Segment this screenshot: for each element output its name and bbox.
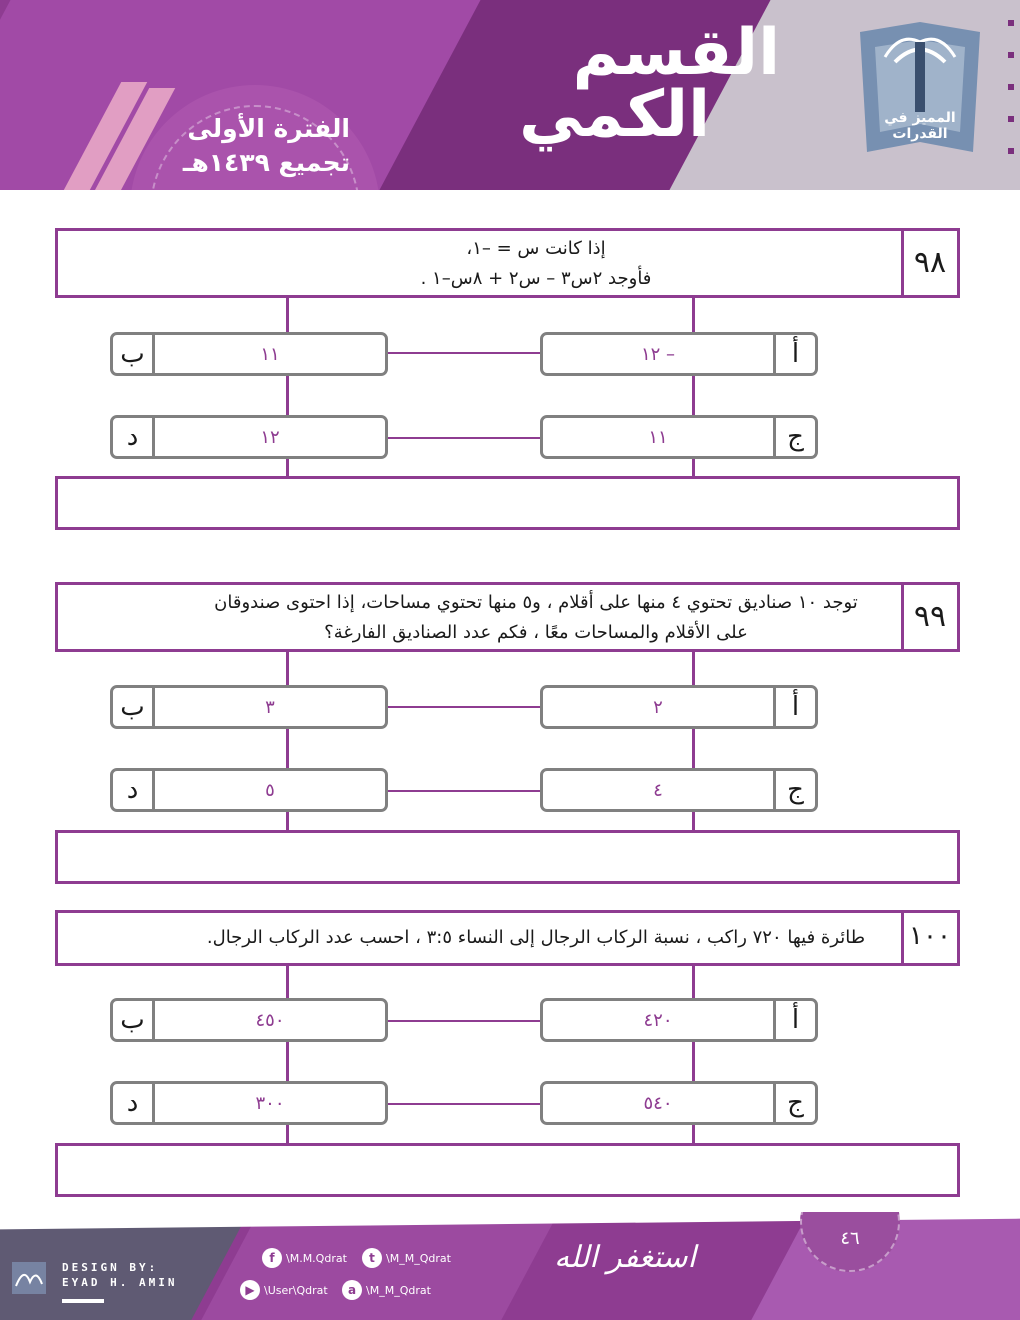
ask-link[interactable]: a \M_M_Qdrat: [342, 1280, 431, 1300]
connector-line: [388, 437, 540, 439]
option-value: ٣٠٠: [255, 1092, 285, 1114]
option-a[interactable]: أ ١٢ –: [540, 332, 818, 376]
option-value: ١١: [260, 343, 280, 365]
option-value: ٢: [653, 696, 663, 718]
option-c[interactable]: ج ٥٤٠: [540, 1081, 818, 1125]
option-b[interactable]: ب ٤٥٠: [110, 998, 388, 1042]
page-title: القسم الكمي: [519, 16, 780, 152]
option-a[interactable]: أ ٤٢٠: [540, 998, 818, 1042]
question-number: ١٠٠: [909, 921, 951, 951]
period-label: الفترة الأولى تجميع ١٤٣٩هـ: [182, 114, 350, 177]
designer-credit: DESIGN BY: EYAD H. AMIN: [62, 1261, 178, 1289]
connector-line: [388, 1103, 540, 1105]
ask-icon: a: [342, 1280, 362, 1300]
question-text: طائرة فيها ٧٢٠ راكب ، نسبة الركاب الرجال إلى النساء ٣:٥ ، احسب عدد الركاب الرجال.: [206, 927, 866, 948]
header-dots: [1008, 20, 1016, 180]
option-value: ٤: [653, 779, 663, 801]
facebook-icon: f: [262, 1248, 282, 1268]
option-value: ١١: [648, 426, 668, 448]
question-number: ٩٨: [913, 245, 947, 280]
question-box: [55, 910, 960, 966]
option-d[interactable]: د ٥: [110, 768, 388, 812]
connector-line: [388, 790, 540, 792]
page-number: ٤٦: [840, 1228, 860, 1249]
option-c[interactable]: ج ٤: [540, 768, 818, 812]
credit-underline: [62, 1299, 104, 1303]
question-text: إذا كانت س = –١، فأوجد ٢س٣ – س٢ + ٨س–١ .: [420, 238, 652, 289]
option-value: ٥٤٠: [643, 1092, 673, 1114]
twitter-icon: t: [362, 1248, 382, 1268]
twitter-link[interactable]: t \M_M_Qdrat: [362, 1248, 451, 1268]
option-d[interactable]: د ١٢: [110, 415, 388, 459]
page-footer: [0, 1212, 1020, 1320]
solution-box: [55, 476, 960, 530]
youtube-link[interactable]: ▶ \User\Qdrat: [240, 1280, 328, 1300]
option-value: ٤٥٠: [255, 1009, 285, 1031]
connector-line: [388, 352, 540, 354]
option-value: ٣: [265, 696, 275, 718]
option-c[interactable]: ج ١١: [540, 415, 818, 459]
option-value: ١٢ –: [640, 343, 676, 365]
solution-box: [55, 1143, 960, 1197]
question-number: ٩٩: [913, 599, 947, 634]
page-header: [0, 0, 1020, 190]
question-text: توجد ١٠ صناديق تحتوي ٤ منها على أقلام ، و٥ منها تحتوي مساحات، إذا احتوى صندوقان على الأقلام والمساحات معًا ، فكم عدد الصناديق الفارغة؟: [214, 592, 858, 643]
facebook-link[interactable]: f \M.M.Qdrat: [262, 1248, 347, 1268]
calligraphy-text: استغفر الله: [554, 1240, 696, 1275]
option-b[interactable]: ب ٣: [110, 685, 388, 729]
connector-line: [388, 1020, 540, 1022]
option-value: ٤٢٠: [643, 1009, 673, 1031]
logo-text: المميز في القدرات: [884, 110, 956, 142]
connector-line: [388, 706, 540, 708]
option-a[interactable]: أ ٢: [540, 685, 818, 729]
option-d[interactable]: د ٣٠٠: [110, 1081, 388, 1125]
option-b[interactable]: ب ١١: [110, 332, 388, 376]
question-box: [55, 582, 960, 652]
signature-icon: [8, 1256, 50, 1300]
option-value: ٥: [265, 779, 275, 801]
solution-box: [55, 830, 960, 884]
option-value: ١٢: [260, 426, 280, 448]
youtube-icon: ▶: [240, 1280, 260, 1300]
question-box: [55, 228, 960, 298]
